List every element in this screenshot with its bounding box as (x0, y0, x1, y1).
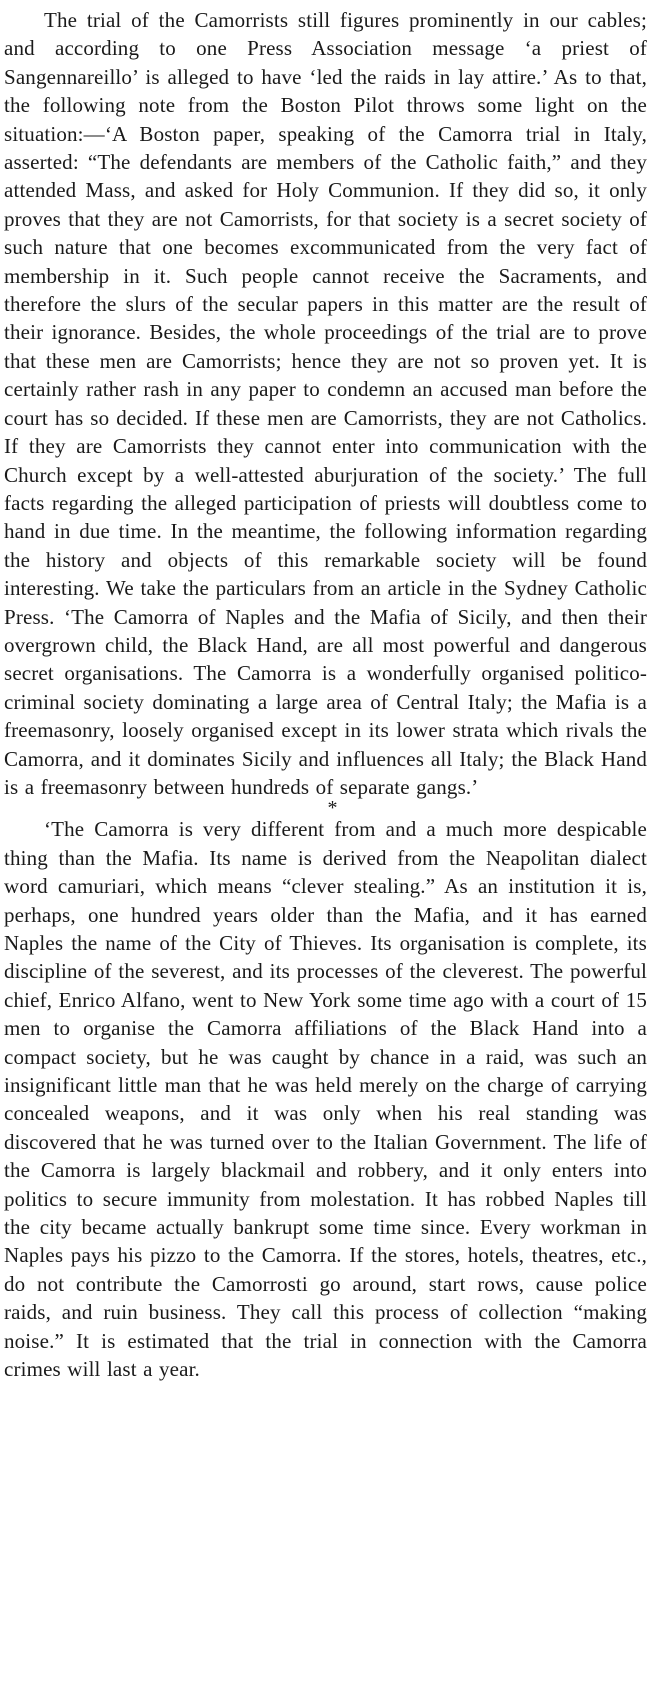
article-paragraph-2: ‘The Camorra is very different from and a much more despicable thing than the Mafia. Its name is derived from the Neapolitan dialect word camuriari, which means “clever stealing.” As an institution it is, perhaps, one hundred years older than the Mafia, and it has earned Naples the name of the City of Thieves. Its organisation is complete, its discipline of the severest, and its processes of the cleverest. The powerful chief, Enrico Alfano, went to New York some time ago with a court of 15 men to organise the Camorra affiliations of the Black Hand into a compact society, but he was caught by chance in a raid, was such an insignificant little man that he was held merely on the charge of carrying concealed weapons, and it was only when his real standing was discovered that he was turned over to the Italian Government. The life of the Camorra is largely blackmail and robbery, and it only enters into politics to secure immunity from molestation. It has robbed Naples till the city became actually bankrupt some time since. Every workman in Naples pays his pizzo to the Camorra. If the stores, hotels, theatres, etc., do not contribute the Camorrosti go around, start rows, cause police raids, and ruin business. They call this process of collection “making noise.” It is estimated that the trial in connection with the Camorra crimes will last a year. (4, 817, 647, 1382)
article-paragraph-1: The trial of the Camorrists still figures prominently in our cables; and according to one Press Association message ‘a priest of Sangennareillo’ is alleged to have ‘led the raids in lay attire.’ As to that, the following note from the Boston Pilot throws some light on the situation:—‘A Boston paper, speaking of the Camorra trial in Italy, asserted: “The defendants are members of the Catholic faith,” and they attended Mass, and asked for Holy Communion. If they did so, it only proves that they are not Camorrists, for that society is a secret society of such nature that one becomes excommunicated from the very fact of membership in it. Such people cannot receive the Sacraments, and therefore the slurs of the secular papers in this matter are the result of their ignorance. Besides, the whole proceedings of the trial are to prove that these men are Camorrists; hence they are not so proven yet. It is certainly rather rash in any paper to condemn an accused man before the court has so decided. If these men are Camorrists, they are not Catholics. If they are Camorrists they cannot enter into communication with the Church except by a well-attested aburjuration of the society.’ The full facts regarding the alleged participation of priests will doubtless come to hand in due time. In the meantime, the following information regarding the history and objects of this remarkable society will be found interesting. We take the particulars from an article in the Sydney Catholic Press. ‘The Camorra of Naples and the Mafia of Sicily, and then their overgrown child, the Black Hand, are all most powerful and dangerous secret organisations. The Camorra is a wonderfully organised politico-criminal society dominating a large area of Central Italy; the Mafia is a freemasonry, loosely organised except in its lower strata which rivals the Camorra, and it dominates Sicily and influences all Italy; the Black Hand is a freemasonry between hundreds of separate gangs.’ (4, 8, 647, 799)
section-divider-asterisk: * (327, 797, 338, 820)
